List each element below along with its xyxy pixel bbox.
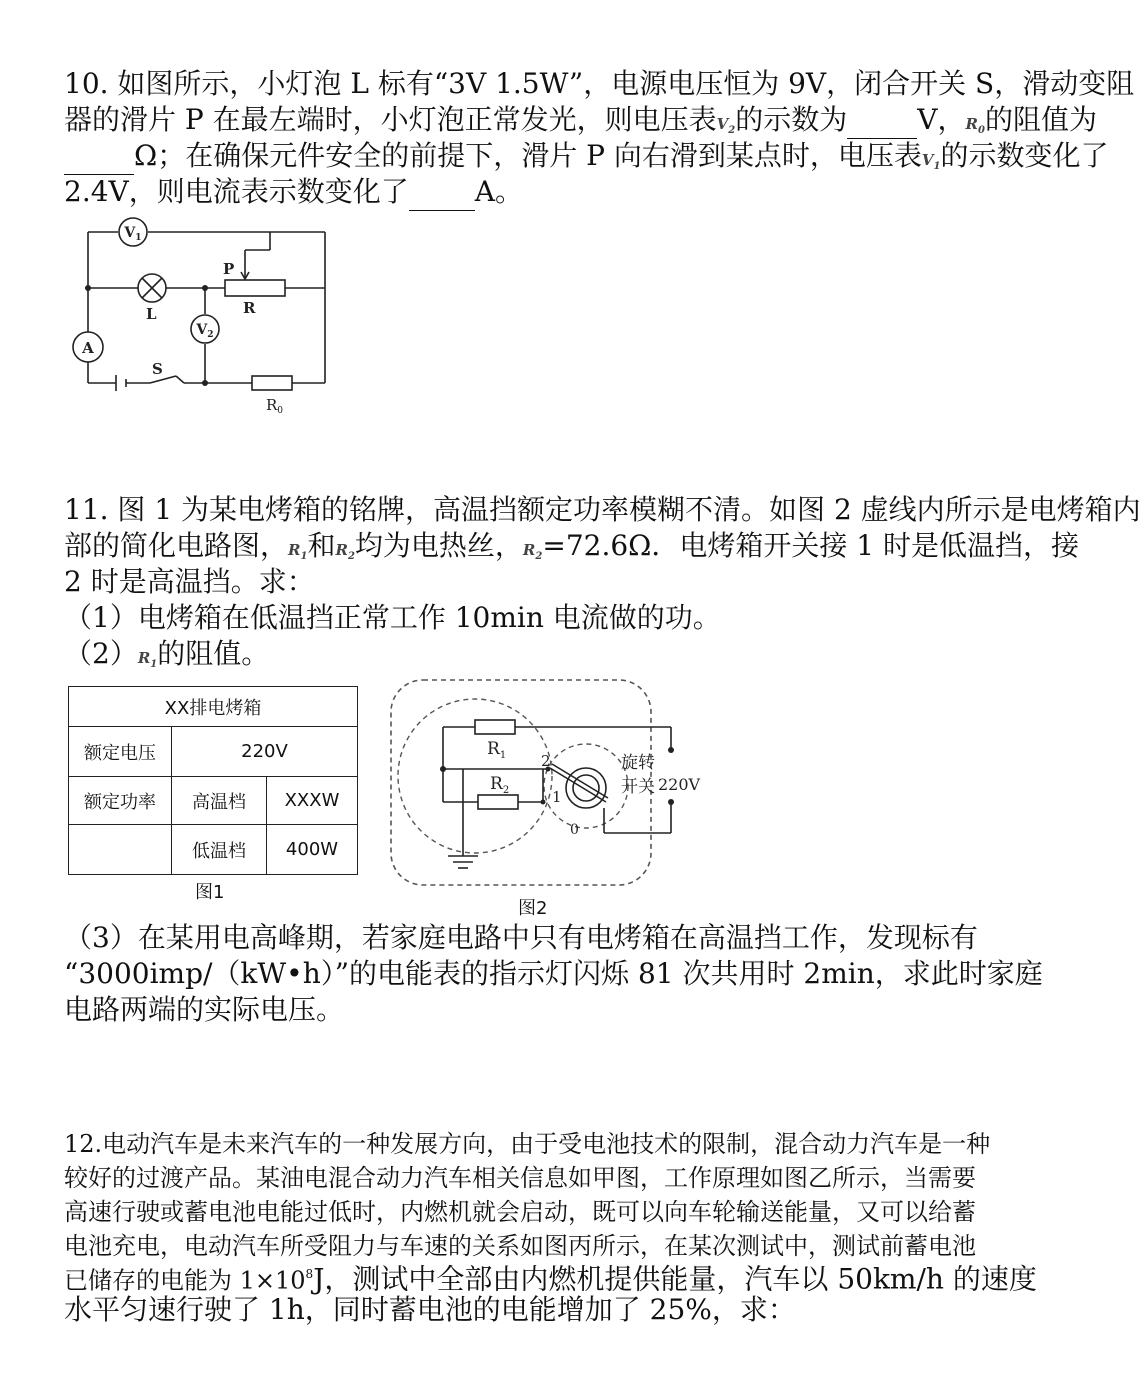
oven-circuit-diagram (388, 676, 701, 891)
q11-line-3: 2 时是高温挡。求： (64, 565, 315, 598)
q11-sub-2-text: 的阻值。 (157, 637, 270, 670)
answer-blank-3[interactable] (409, 174, 475, 211)
q12-line-2: 较好的过渡产品。某油电混合动力汽车相关信息如甲图，工作原理如图乙所示，当需要 (64, 1164, 976, 1192)
circuit-diagram-q10 (60, 210, 350, 425)
q10-line-3-text-b: 的示数变化了 (940, 139, 1109, 172)
q10-line-4-text-b: A。 (474, 175, 523, 208)
q10-line-4 (64, 174, 1024, 211)
q10-line-2-text-b: 的示数为 (735, 103, 848, 136)
empty-cell (69, 825, 172, 875)
q11-sub-question-1: （1）电烤箱在低温挡正常工作 10min 电流做的功。 (64, 601, 721, 634)
nameplate-table (68, 686, 358, 875)
q10-line-4-text-a: 2.4V，则电流表示数变化了 (64, 175, 409, 208)
svg-text:0: 0 (570, 822, 579, 838)
q11-line-2-text-d: =72.6Ω．电烤箱开关接 1 时是低温挡，接 (542, 529, 1079, 562)
q11-sub-question-3-line-2: “3000imp/（kW•h）”的电能表的指示灯闪烁 81 次共用时 2min，求此时家庭 (64, 957, 1043, 990)
high-setting-value: XXXW (267, 777, 358, 825)
q10-line-3-text-a: Ω；在确保元件安全的前提下，滑片 P 向右滑到某点时，电压表 (134, 139, 922, 172)
q12-line-5-text-a: 已储存的电能为 1×10 (64, 1266, 306, 1295)
answer-blank-1[interactable] (847, 102, 917, 139)
rated-power-label: 额定功率 (69, 777, 172, 825)
q11-line-2-text-b: 和 (307, 529, 336, 562)
q11-line-2-text-a: 部的简化电路图， (64, 529, 289, 562)
svg-text:开关: 开关 (621, 777, 655, 797)
resistor-r0-symbol: $R_0$ (965, 115, 985, 136)
svg-text:R0: $R_0$ (266, 396, 284, 416)
q12-line-5-text-b: J，测试中全部由内燃机提供能量，汽车以 50km/h 的速度 (313, 1262, 1037, 1296)
q11-line-2-text-c: 均为电热丝， (354, 529, 523, 562)
svg-text:2: 2 (541, 752, 551, 770)
low-setting-value: 400W (267, 825, 358, 875)
q12-exponent: 8 (305, 1267, 314, 1281)
q12-line-4: 电池充电，电动汽车所受阻力与车速的关系如图丙所示，在某次测试中，测试前蓄电池 (64, 1232, 976, 1260)
svg-text:R: R (243, 299, 256, 317)
svg-text:S: S (152, 360, 163, 378)
q10-line-2-text-d: 的阻值为 (984, 103, 1097, 136)
voltmeter-v1-symbol: $V_1$ (921, 151, 941, 172)
rated-voltage-value: 220V (172, 727, 358, 777)
q12-line-3: 高速行驶或蓄电池电能过低时，内燃机就会启动，既可以向车轮输送能量，又可以给蓄 (64, 1198, 976, 1226)
svg-text:L: L (146, 305, 157, 323)
q12-line-1: 12.电动汽车是未来汽车的一种发展方向，由于受电池技术的限制，混合动力汽车是一种 (64, 1130, 991, 1158)
resistor-r2-symbol-2: $R_2$ (522, 541, 543, 562)
q12-line-6: 水平匀速行驶了 1h，同时蓄电池的电能增加了 25%，求： (64, 1293, 796, 1326)
q11-sub-2-prefix: （2） (64, 637, 138, 670)
svg-text:1: 1 (552, 788, 562, 806)
q10-line-1: 10. 如图所示，小灯泡 L 标有“3V 1.5W”，电源电压恒为 9V，闭合开关 S，滑动变阻 (64, 67, 1135, 100)
q11-sub-question-3-line-1: （3）在某用电高峰期，若家庭电路中只有电烤箱在高温挡工作，发现标有 (64, 921, 978, 954)
nameplate-title: XX排电烤箱 (69, 687, 358, 727)
svg-text:220V: 220V (658, 775, 701, 794)
resistor-r1-symbol: $R_1$ (288, 541, 308, 562)
figure-2-caption: 图2 (518, 898, 548, 919)
voltmeter-v2-symbol: $V_2$ (716, 115, 736, 136)
q10-line-2-text-a: 器的滑片 P 在最左端时，小灯泡正常发光，则电压表 (64, 103, 717, 136)
figure-1-caption: 图1 (195, 882, 225, 903)
rated-voltage-label: 额定电压 (69, 727, 172, 777)
high-setting-label: 高温档 (172, 777, 267, 825)
resistor-r1-symbol-2: $R_1$ (137, 649, 158, 670)
q11-line-1: 11. 图 1 为某电烤箱的铭牌，高温挡额定功率模糊不清。如图 2 虚线内所示是电烤箱内 (64, 493, 1141, 526)
svg-text:V2: $V_2$ (196, 322, 214, 340)
svg-text:V1: $V_1$ (124, 225, 142, 243)
q10-line-2-text-c: V， (917, 103, 966, 136)
q11-sub-question-3-line-3: 电路两端的实际电压。 (64, 993, 345, 1026)
svg-text:A: A (82, 339, 94, 357)
low-setting-label: 低温档 (172, 825, 267, 875)
svg-text:P: P (223, 260, 235, 278)
answer-blank-2[interactable] (64, 138, 134, 175)
svg-text:R1: $R_1$ (487, 739, 507, 761)
resistor-r2-symbol: $R_2$ (335, 541, 355, 562)
svg-text:R2: $R_2$ (490, 774, 510, 796)
svg-text:旋转: 旋转 (621, 753, 655, 773)
